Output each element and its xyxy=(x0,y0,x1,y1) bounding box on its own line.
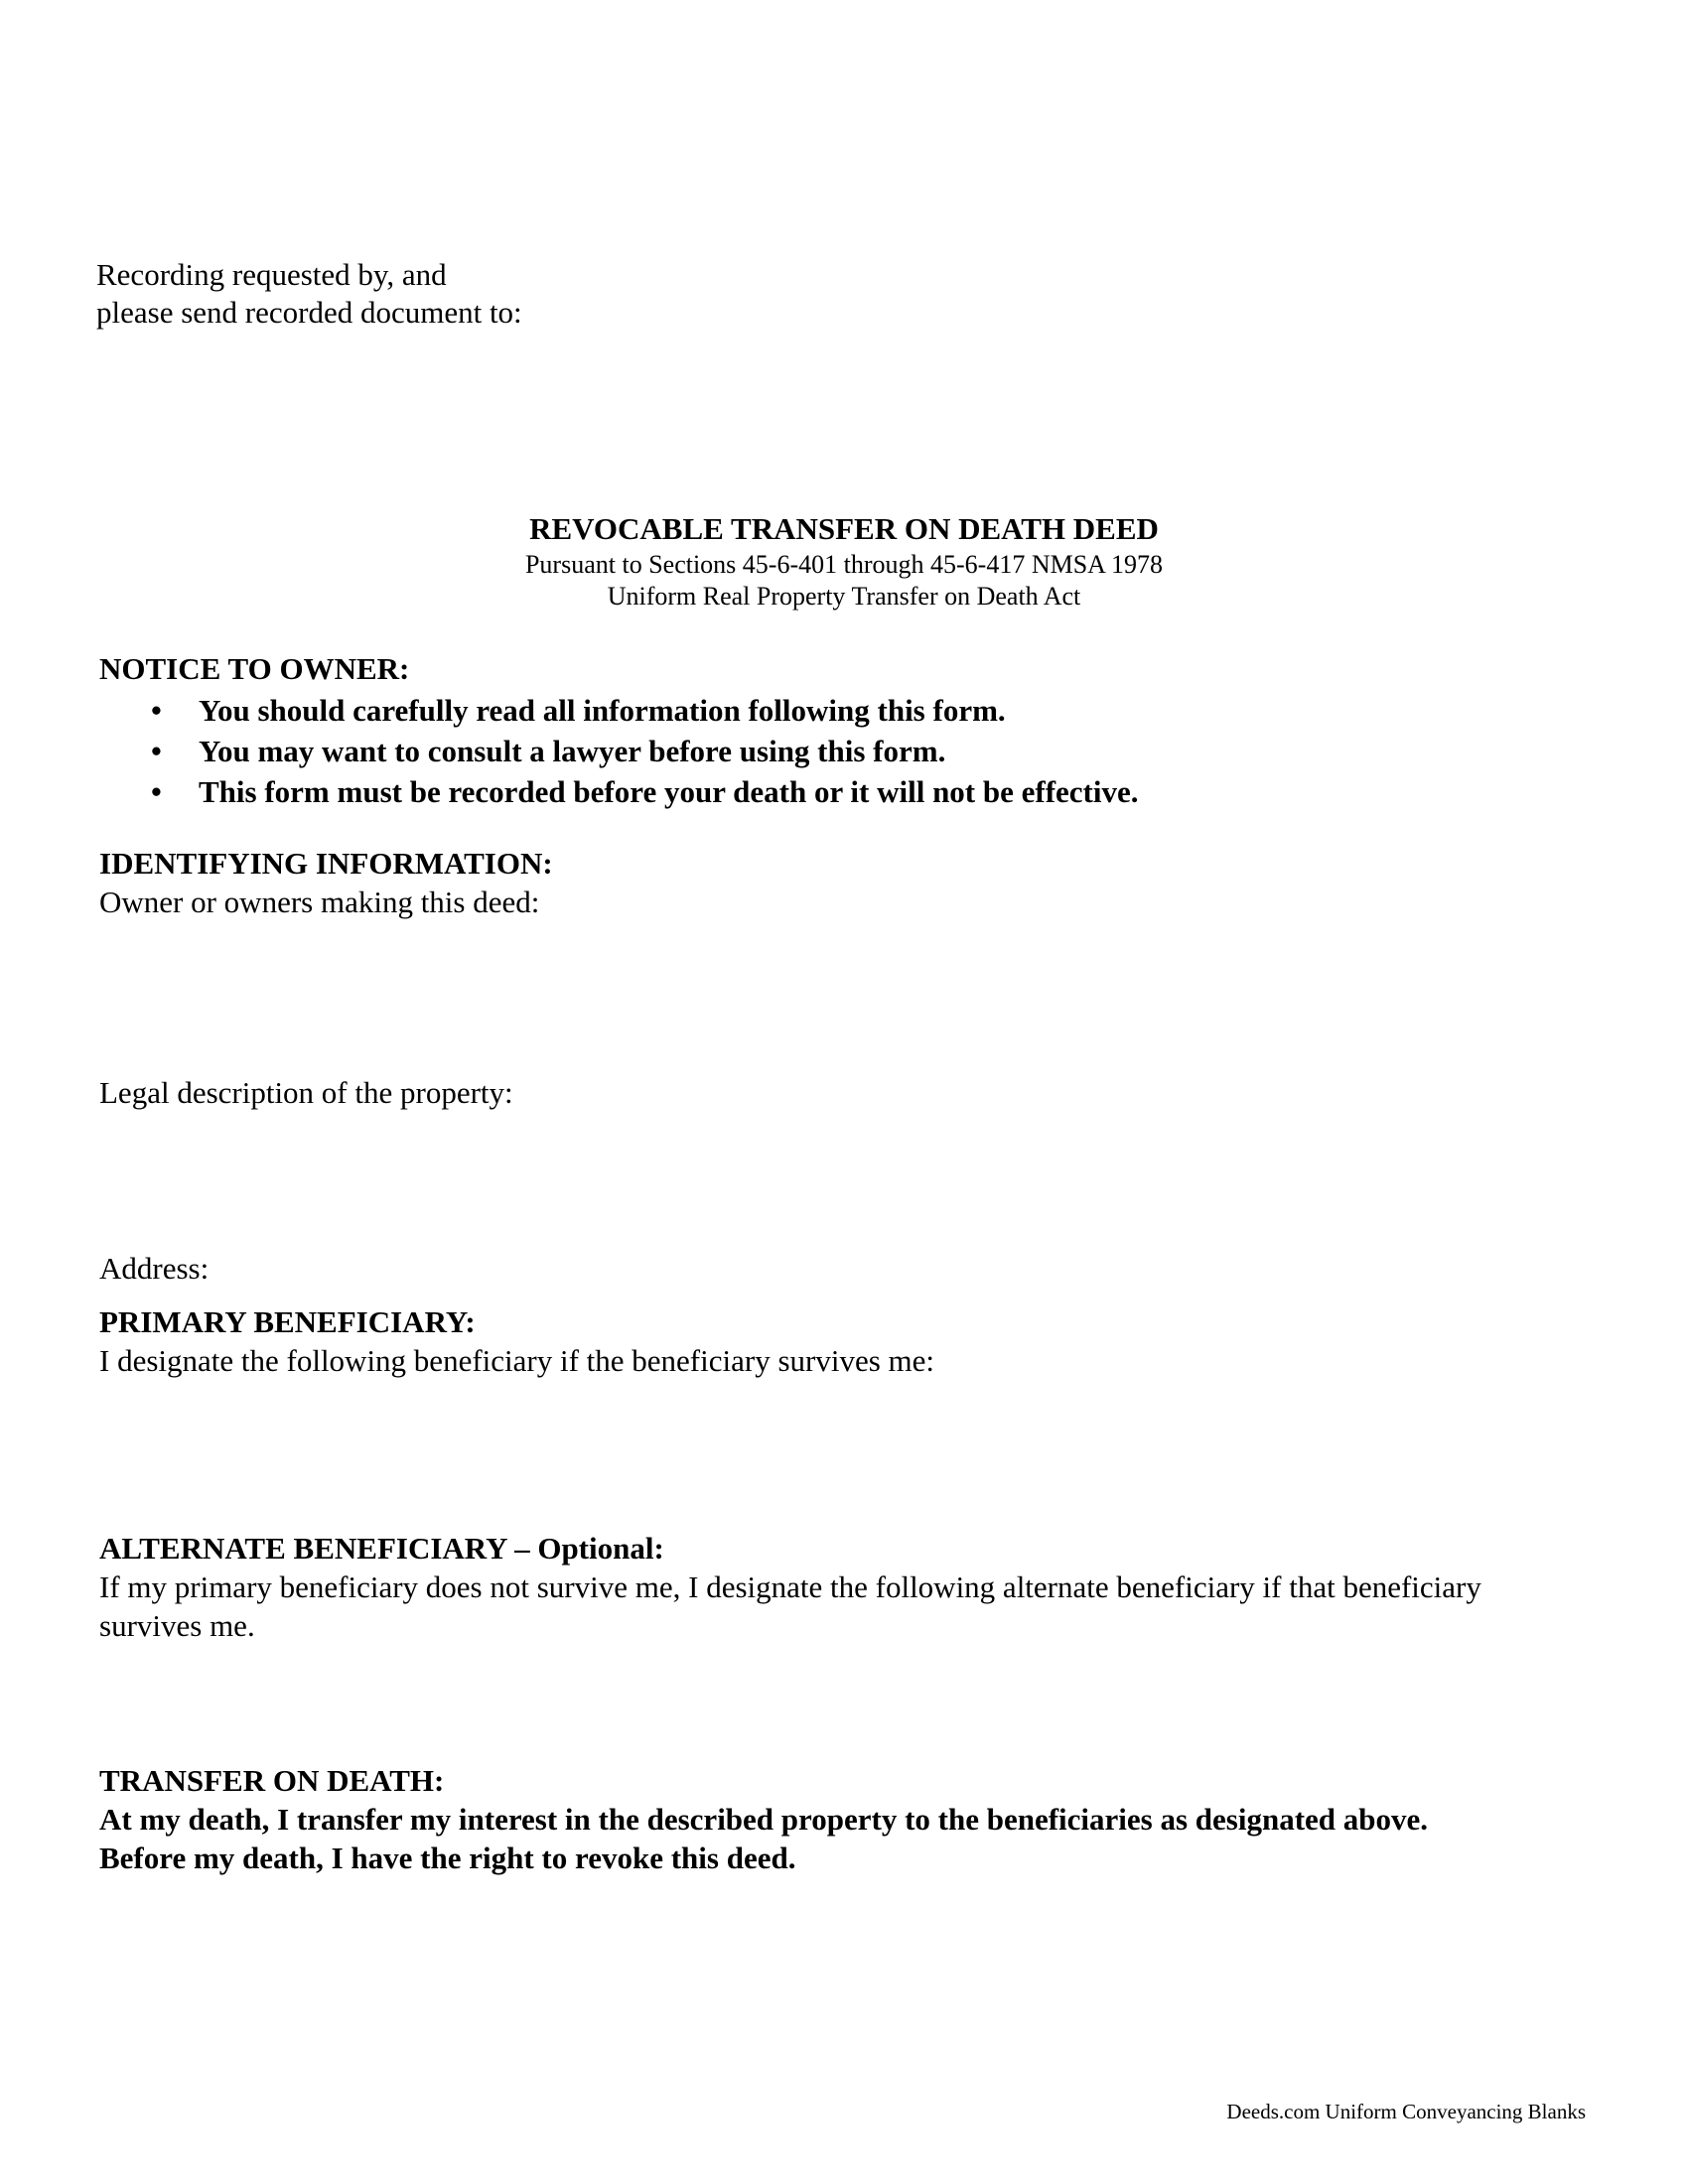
act-name: Uniform Real Property Transfer on Death Act xyxy=(607,582,1081,611)
bullet-icon: • xyxy=(151,734,162,768)
transfer-text-line1: At my death, I transfer my interest in the described property to the beneficiaries as designated above. xyxy=(99,1802,1429,1837)
notice-item: • This form must be recorded before your death or it will not be effective. xyxy=(99,771,1139,812)
alternate-beneficiary-heading: ALTERNATE BENEFICIARY – Optional: xyxy=(99,1531,664,1566)
alternate-beneficiary-text-line2: survives me. xyxy=(99,1608,255,1643)
legal-description-label: Legal description of the property: xyxy=(99,1075,513,1110)
identifying-heading: IDENTIFYING INFORMATION: xyxy=(99,846,553,881)
bullet-icon: • xyxy=(151,693,162,728)
alternate-beneficiary-text-line1: If my primary beneficiary does not survive me, I designate the following alternate beneficiary if that beneficiary xyxy=(99,1570,1481,1604)
send-recorded-document-line: please send recorded document to: xyxy=(96,295,522,330)
document-title: REVOCABLE TRANSFER ON DEATH DEED xyxy=(529,511,1159,546)
statute-reference: Pursuant to Sections 45-6-401 through 45-6-417 NMSA 1978 xyxy=(524,550,1164,579)
transfer-heading: TRANSFER ON DEATH: xyxy=(99,1763,445,1798)
notice-item: • You may want to consult a lawyer before using this form. xyxy=(99,731,1139,771)
address-label: Address: xyxy=(99,1251,210,1286)
footer-text: Deeds.com Uniform Conveyancing Blanks xyxy=(1226,2100,1586,2123)
primary-beneficiary-heading: PRIMARY BENEFICIARY: xyxy=(99,1304,476,1339)
bullet-icon: • xyxy=(151,774,162,809)
transfer-text-line2: Before my death, I have the right to revoke this deed. xyxy=(99,1841,796,1875)
notice-list xyxy=(99,690,1139,812)
owners-label: Owner or owners making this deed: xyxy=(99,885,540,919)
notice-item: • You should carefully read all information following this form. xyxy=(99,690,1139,731)
recording-requested-line: Recording requested by, and xyxy=(96,257,447,292)
notice-heading: NOTICE TO OWNER: xyxy=(99,651,410,686)
primary-beneficiary-text: I designate the following beneficiary if the beneficiary survives me: xyxy=(99,1343,934,1378)
